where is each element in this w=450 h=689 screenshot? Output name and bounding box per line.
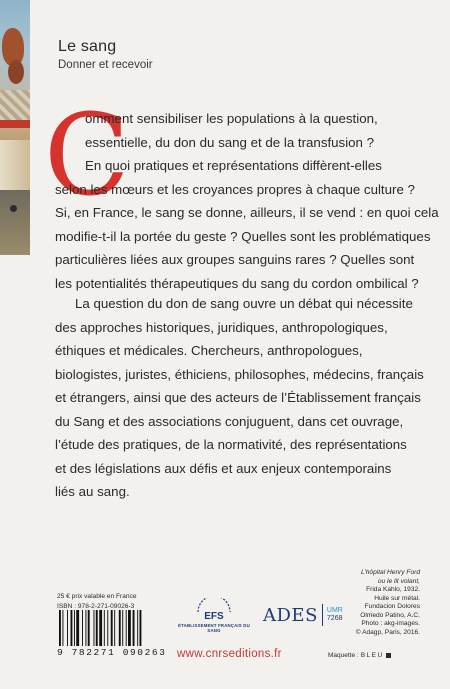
barcode-bar <box>128 610 131 646</box>
drop-cap: C <box>44 91 130 221</box>
barcode-bar <box>85 610 86 646</box>
text-line: particulières liées aux groupes sanguins rares ? Quelles sont <box>55 252 415 267</box>
credit-line: Fundacion Dolores <box>364 603 420 610</box>
ades-logo-text: ADES <box>263 604 318 626</box>
credit-line: ou le lit volant, <box>377 577 420 585</box>
barcode <box>57 610 167 658</box>
credit-line: Olmedo Patino, A.C. <box>360 611 420 619</box>
blurb-paragraph-2 <box>55 292 424 504</box>
text-line: liés au sang. <box>55 484 130 499</box>
design-credit <box>328 652 391 659</box>
isbn-text: ISBN : 978-2-271-09026-3 <box>57 602 135 610</box>
barcode-bar <box>104 610 105 646</box>
painting-figure-body <box>8 60 24 84</box>
barcode-bar <box>133 610 135 646</box>
image-credits <box>356 569 420 637</box>
text-line: du Sang et des associations conjuguent, dans cet ouvrage, <box>55 413 404 429</box>
maquette-label: Maquette : <box>328 652 359 659</box>
credit-line: Photo : akg-images. <box>361 620 420 627</box>
barcode-bar <box>88 610 90 646</box>
credit-line: © Adagp, Paris, 2016. <box>355 628 420 636</box>
painting-dot <box>10 205 17 212</box>
ades-logo <box>263 604 343 626</box>
barcode-bar <box>122 610 123 646</box>
text-line: selon les mœurs et les croyances propres à chaque culture ? <box>55 181 415 197</box>
barcode-bar <box>107 610 108 646</box>
ades-umr <box>327 607 343 623</box>
barcode-bar <box>74 610 75 646</box>
text-line: et des législations aux défis et aux enjeux contemporains <box>55 460 392 476</box>
maquette-name: BLEU <box>360 652 384 659</box>
ades-umr-label: UMR <box>326 607 343 614</box>
text-line: les potentialités thérapeutiques du sang du cordon ombilical ? <box>55 275 419 291</box>
barcode-bar <box>71 610 73 646</box>
price-text: 25 € prix valable en France <box>57 593 137 600</box>
barcode-bar <box>82 610 83 646</box>
text-line: omment sensibiliser les populations à la question, <box>85 111 378 126</box>
text-line: modifie-t-il la portée du geste ? Quelles sont les problématiques <box>55 228 431 244</box>
credit-line: L’hôpital Henry Ford <box>360 569 420 576</box>
ades-umr-number: 7268 <box>326 615 343 622</box>
barcode-bar <box>76 610 79 646</box>
text-line: essentielle, du don du sang et de la transfusion ? <box>85 134 375 150</box>
efs-subtitle: ÉTABLISSEMENT FRANÇAIS DU SANG <box>178 623 250 633</box>
ades-divider <box>322 604 323 626</box>
barcode-bar <box>137 610 138 646</box>
text-line: l’étude des pratiques, de la normativité, des représentations <box>55 437 407 452</box>
publisher-website: www.cnrseditions.fr <box>177 648 282 660</box>
text-line: des approches historiques, juridiques, anthropologiques, <box>55 319 388 335</box>
barcode-bar <box>111 610 113 646</box>
price-isbn-block <box>57 592 137 611</box>
efs-logo-mark <box>192 598 236 622</box>
text-line: La question du don de sang ouvre un débat qui nécessite <box>75 296 413 311</box>
barcode-bar <box>126 610 127 646</box>
credit-line: Frida Kahlo, 1932. <box>366 586 420 593</box>
barcode-bar <box>114 610 115 646</box>
barcode-bar <box>140 610 142 646</box>
efs-logo-text: EFS <box>204 611 224 622</box>
painting-floor <box>0 190 30 255</box>
text-line: En quoi pratiques et représentations diffèrent-elles <box>85 158 382 173</box>
barcode-bar <box>94 610 95 646</box>
painting-bed <box>0 140 30 190</box>
barcode-bar <box>99 610 102 646</box>
text-line: éthiques et médicales. Chercheurs, anthropologues, <box>55 343 363 358</box>
text-line: biologistes, juristes, éthiciens, philosophes, médecins, français <box>55 366 424 382</box>
barcode-bar <box>59 610 61 646</box>
book-subtitle: Donner et recevoir <box>58 59 153 71</box>
barcode-bar <box>62 610 63 646</box>
barcode-bar <box>96 610 98 646</box>
text-line: Si, en France, le sang se donne, ailleurs, il se vend : en quoi cela <box>55 205 439 220</box>
painting-red-band <box>0 120 30 128</box>
barcode-bars <box>57 610 167 646</box>
barcode-bar <box>119 610 121 646</box>
text-line: et étrangers, ainsi que des acteurs de l’Établissement français <box>55 390 421 405</box>
blurb-paragraph-1 <box>55 107 439 295</box>
cover-painting-fragment <box>0 0 30 255</box>
barcode-number: 9 782271 090263 <box>57 647 167 658</box>
painting-pattern <box>0 90 30 120</box>
square-icon <box>386 653 391 658</box>
barcode-bar <box>67 610 68 646</box>
credit-line: Huile sur métal. <box>374 594 420 602</box>
efs-logo <box>174 598 254 633</box>
book-title: Le sang <box>58 38 117 55</box>
